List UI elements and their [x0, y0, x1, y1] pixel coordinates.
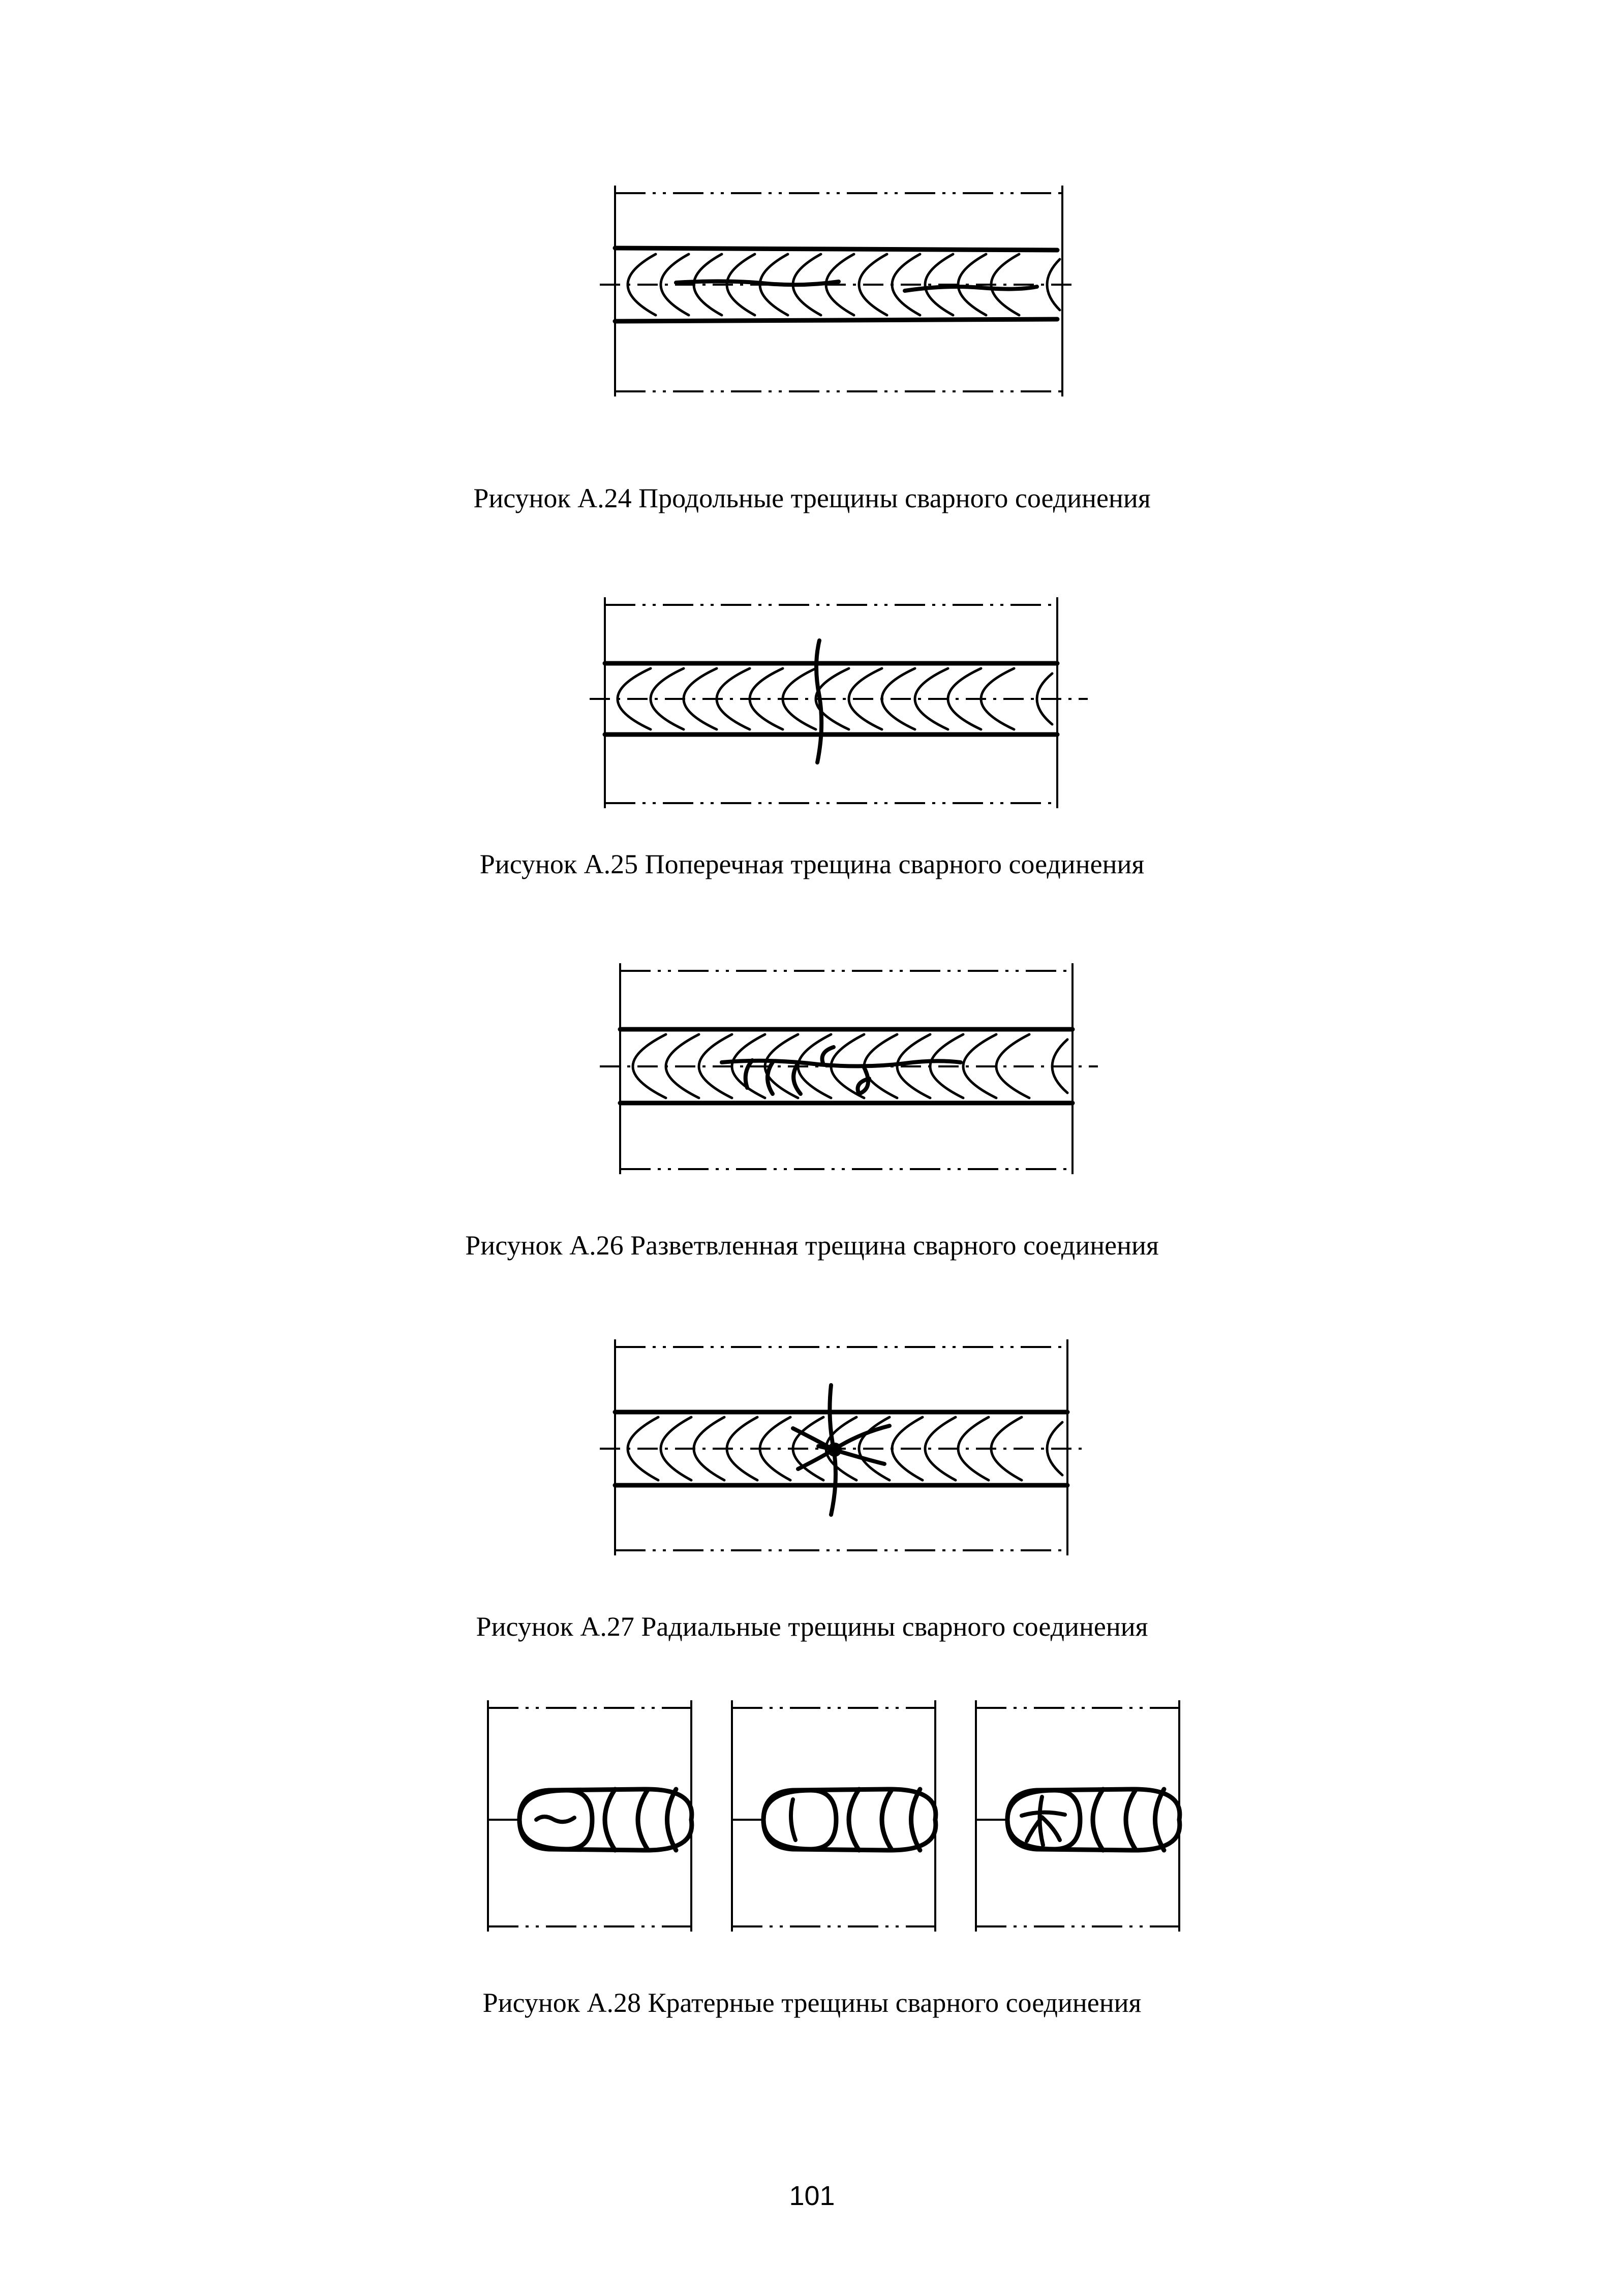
page-number: 101 [789, 2181, 835, 2211]
crater-panel-1 [488, 1700, 692, 1932]
radial-cracks [793, 1385, 890, 1515]
figure-a27-radial-cracks [600, 1337, 1088, 1566]
crater-panel-3 [976, 1700, 1180, 1932]
branched-crack [722, 1047, 961, 1094]
weld-drawing-a27 [600, 1337, 1088, 1566]
weld-drawing-a25 [590, 595, 1088, 818]
figure-a28-crater-cracks [473, 1698, 1194, 1937]
caption-a25: Рисунок А.25 Поперечная трещина сварного соединения [479, 849, 1145, 879]
figure-a25-transverse-crack [590, 595, 1088, 818]
weld-drawing-a26 [600, 961, 1098, 1184]
weld-drawing-a28 [473, 1698, 1194, 1937]
caption-a26: Рисунок А.26 Разветвленная трещина сварного соединения [465, 1230, 1159, 1261]
longitudinal-crack-1 [676, 281, 839, 285]
caption-a28: Рисунок А.28 Кратерные трещины сварного соединения [482, 1987, 1142, 2018]
longitudinal-crack-2 [905, 287, 1037, 291]
figure-a26-branched-crack [600, 961, 1098, 1184]
weld-drawing-a24 [600, 183, 1078, 407]
caption-a24: Рисунок А.24 Продольные трещины сварного соединения [473, 483, 1151, 513]
caption-a27: Рисунок А.27 Радиальные трещины сварного соединения [476, 1611, 1148, 1642]
crater-panel-2 [732, 1700, 936, 1932]
figure-a24-longitudinal-cracks [600, 183, 1078, 407]
